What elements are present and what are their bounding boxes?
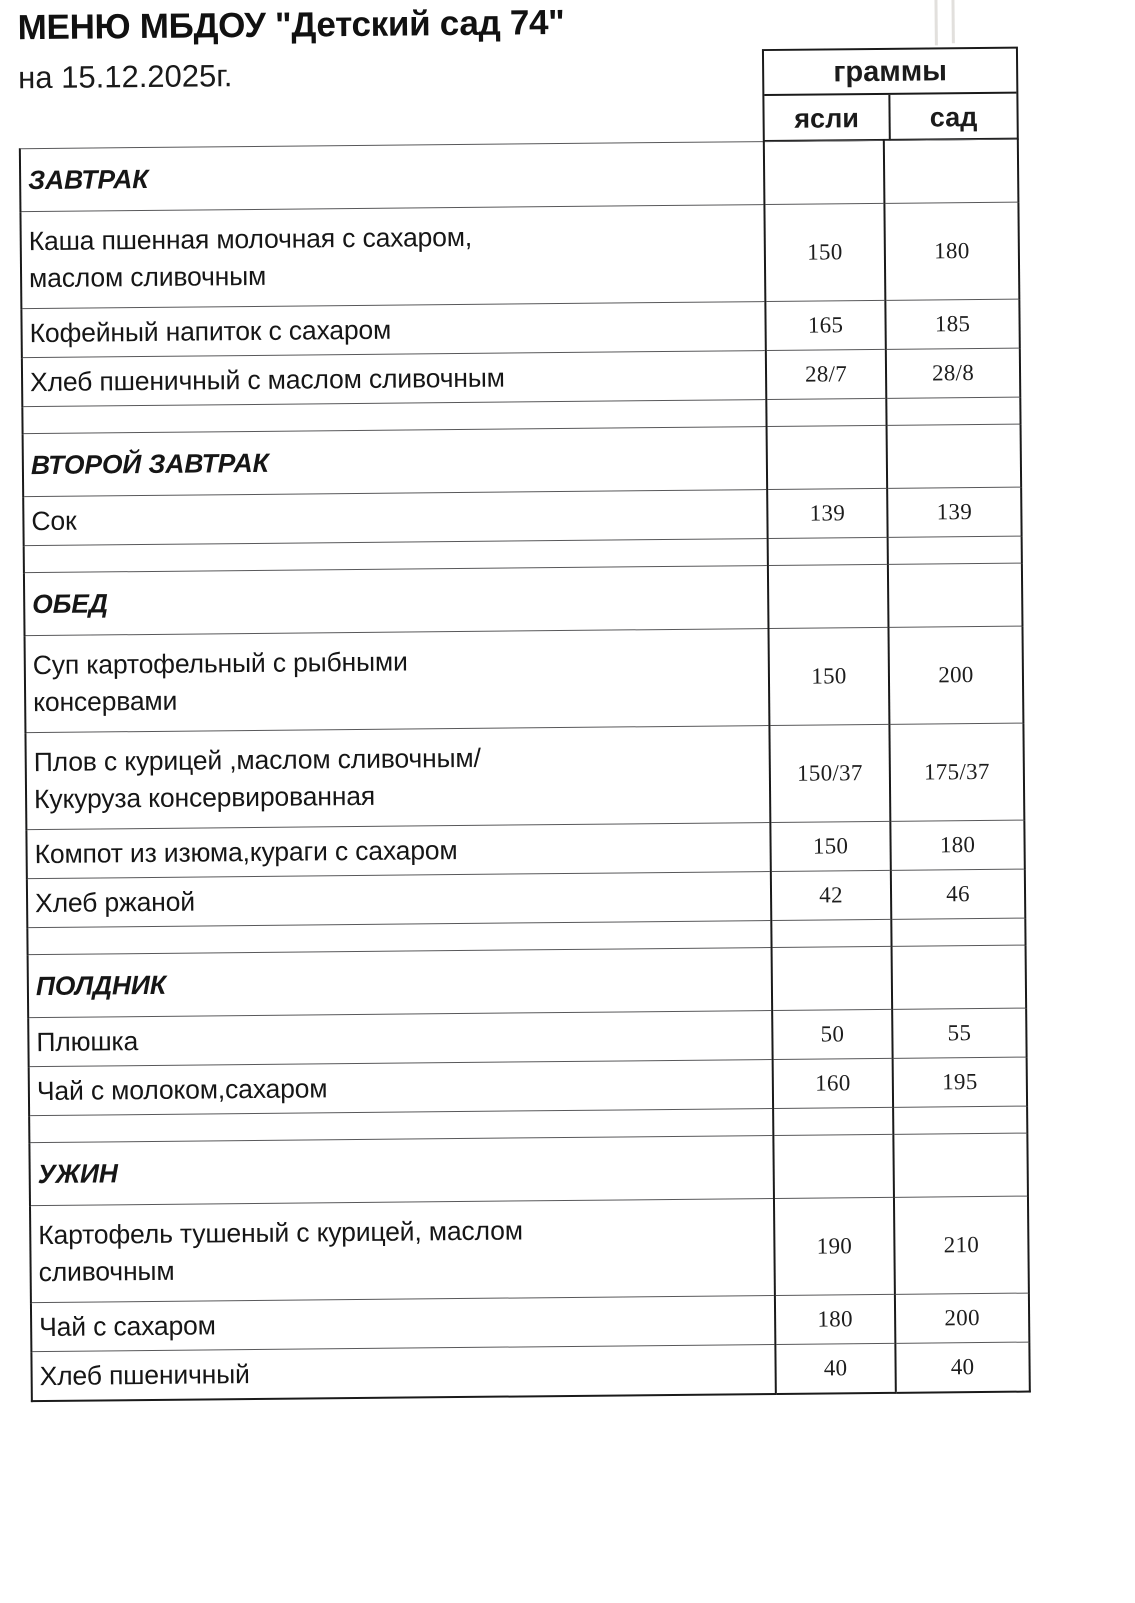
dish-name: Сок <box>23 490 767 546</box>
section-title: ПОЛДНИК <box>28 948 773 1018</box>
spacer-value-nursery <box>766 398 886 426</box>
portion-nursery: 160 <box>773 1058 893 1108</box>
table-row <box>20 202 1019 309</box>
section-value-kindergarten <box>887 424 1022 488</box>
section-value-nursery <box>764 140 885 204</box>
spacer-value-kindergarten <box>893 1106 1027 1134</box>
section-title: ВТОРОЙ ЗАВТРАК <box>23 427 768 497</box>
spacer-value-kindergarten <box>891 918 1025 946</box>
spacer-value-nursery <box>771 919 891 947</box>
portion-nursery: 50 <box>772 1009 892 1059</box>
portion-nursery: 165 <box>765 300 885 350</box>
portion-nursery: 28/7 <box>766 349 886 399</box>
dish-name-line-1: Каша пшенная молочная с сахаром, <box>28 221 473 257</box>
dish-name: Кофейный напиток с сахаром <box>21 302 765 358</box>
dish-name: Хлеб ржаной <box>27 872 771 928</box>
spacer-value-kindergarten <box>888 536 1022 564</box>
section-title: УЖИН <box>29 1136 774 1206</box>
section-value-kindergarten <box>893 1133 1028 1197</box>
page-title: МЕНЮ МБДОУ "Детский сад 74" <box>17 2 565 48</box>
portion-kindergarten: 46 <box>891 869 1025 919</box>
dish-name-line-2: маслом сливочным <box>28 260 267 294</box>
portion-kindergarten: 195 <box>893 1057 1027 1107</box>
portion-kindergarten: 200 <box>888 626 1023 724</box>
menu-table <box>19 139 1031 1403</box>
spacer-value-kindergarten <box>886 397 1020 425</box>
section-value-nursery <box>767 425 888 489</box>
dish-name-line-2: сливочным <box>38 1255 175 1288</box>
portion-kindergarten: 200 <box>895 1293 1029 1343</box>
grams-subheaders <box>764 94 1016 142</box>
spacer-value-nursery <box>773 1107 893 1135</box>
portion-kindergarten: 139 <box>887 487 1021 537</box>
portion-kindergarten: 40 <box>895 1342 1029 1393</box>
spacer-value-nursery <box>768 537 888 565</box>
portion-nursery: 180 <box>775 1294 895 1344</box>
dish-name: Компот из изюма,кураги с сахаром <box>26 823 770 879</box>
table-row <box>31 1342 1029 1401</box>
table-row <box>25 626 1024 733</box>
portion-kindergarten: 180 <box>884 202 1019 300</box>
section-header-row <box>24 563 1023 636</box>
dish-name-line-2: консервами <box>33 685 178 718</box>
portion-kindergarten: 55 <box>892 1008 1026 1058</box>
portion-nursery: 150 <box>764 203 885 301</box>
column-header-nursery: ясли <box>764 95 890 142</box>
column-header-kindergarten: сад <box>929 102 978 133</box>
portion-kindergarten: 210 <box>894 1196 1029 1294</box>
grams-header-label: граммы <box>764 49 1016 96</box>
dish-name <box>25 726 770 830</box>
table-row <box>25 723 1024 830</box>
grams-column-header <box>762 47 1019 142</box>
table-row <box>30 1196 1029 1303</box>
document-header <box>18 1 779 96</box>
dish-name-line-1: Суп картофельный с рыбными <box>32 646 408 681</box>
dish-name: Плюшка <box>28 1011 772 1067</box>
portion-kindergarten: 175/37 <box>889 723 1024 821</box>
section-value-kindergarten <box>892 945 1027 1009</box>
section-title: ОБЕД <box>24 566 769 636</box>
portion-kindergarten: 180 <box>890 820 1024 870</box>
dish-name <box>20 205 765 309</box>
portion-nursery: 150/37 <box>769 724 890 822</box>
dish-name: Хлеб пшеничный <box>31 1345 775 1402</box>
portion-nursery: 42 <box>771 870 891 920</box>
section-title: ЗАВТРАК <box>20 142 765 212</box>
dish-name <box>25 629 770 733</box>
dish-name <box>30 1199 775 1303</box>
section-value-kindergarten <box>888 563 1023 627</box>
dish-name-line-2: Кукуруза консервированная <box>33 780 376 815</box>
dish-name: Чай с молоком,сахаром <box>29 1060 773 1116</box>
scan-artifact <box>934 0 937 45</box>
section-header-row <box>23 424 1022 497</box>
section-header-row <box>20 139 1019 212</box>
portion-kindergarten: 28/8 <box>886 348 1020 398</box>
portion-kindergarten: 185 <box>885 299 1019 349</box>
portion-nursery: 190 <box>774 1197 895 1295</box>
section-header-row <box>28 945 1027 1018</box>
section-value-nursery <box>772 946 893 1010</box>
dish-name: Хлеб пшеничный с маслом сливочным <box>22 351 766 407</box>
section-value-kindergarten <box>884 139 1019 203</box>
dish-name: Чай с сахаром <box>31 1296 775 1352</box>
scan-artifact <box>951 0 954 43</box>
section-header-row <box>29 1133 1028 1206</box>
portion-nursery: 40 <box>775 1343 895 1394</box>
section-value-nursery <box>768 564 889 628</box>
dish-name-line-1: Картофель тушеный с курицей, маслом <box>38 1215 523 1251</box>
section-value-nursery <box>773 1134 894 1198</box>
portion-nursery: 150 <box>768 627 889 725</box>
menu-date: на 15.12.2025г. <box>18 58 233 96</box>
portion-nursery: 139 <box>767 488 887 538</box>
dish-name-line-1: Плов с курицей ,маслом сливочным/ <box>33 742 481 778</box>
portion-nursery: 150 <box>770 821 890 871</box>
